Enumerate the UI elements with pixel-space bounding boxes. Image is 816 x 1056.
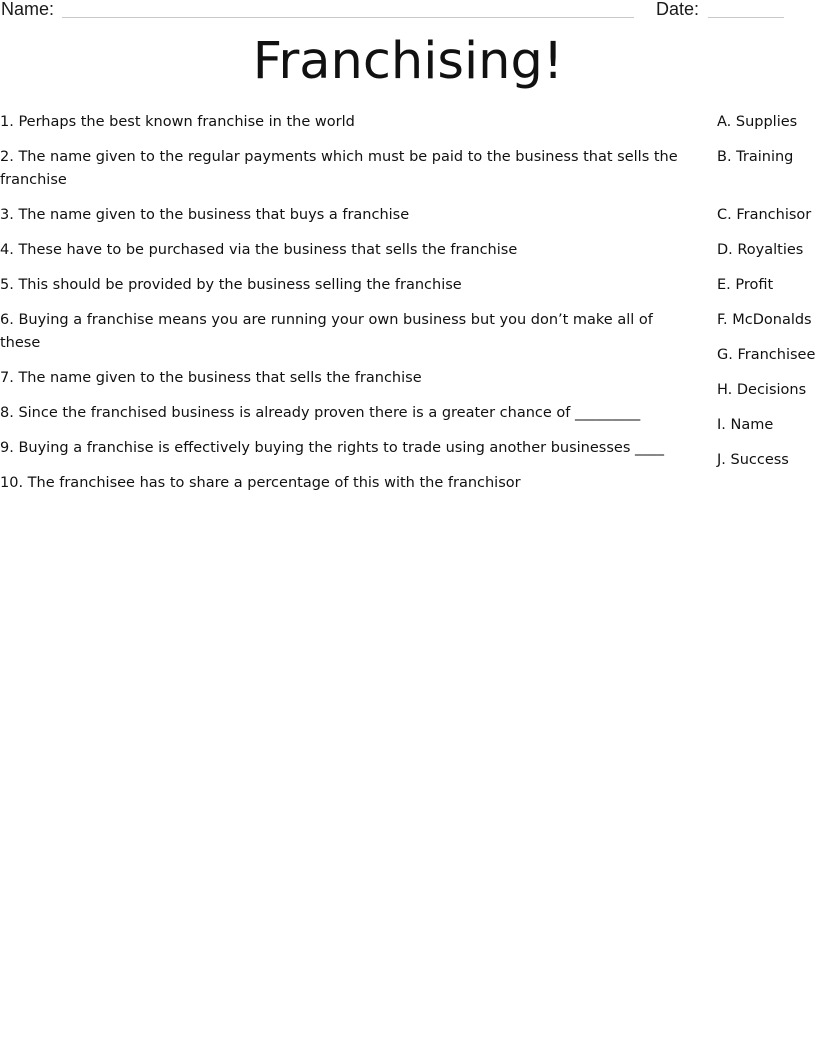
worksheet-header [0,0,816,22]
answer-item: F. McDonalds [717,312,812,328]
answer-item: E. Profit [717,277,774,293]
name-blank-line [62,17,634,18]
question-item: 8. Since the franchised business is already proven there is a greater chance of _________ [0,405,641,421]
question-list [0,111,700,507]
question-item: 6. Buying a franchise means you are running your own business but you don’t make all of these [0,312,653,351]
answer-item: G. Franchisee [717,347,816,363]
answer-item: D. Royalties [717,242,804,258]
question-item: 7. The name given to the business that sells the franchise [0,370,422,386]
answer-item: C. Franchisor [717,207,812,223]
answer-item: A. Supplies [717,114,798,130]
date-blank-line [708,17,784,18]
question-item: 4. These have to be purchased via the business that sells the franchise [0,242,518,258]
name-label: Name: [1,0,55,19]
worksheet-title: Franchising! [252,32,564,91]
answer-item: I. Name [717,417,774,433]
question-item: 3. The name given to the business that buys a franchise [0,207,410,223]
answer-item: B. Training [717,149,794,165]
question-item: 2. The name given to the regular payments which must be paid to the business that sells the franchise [0,149,678,188]
question-item: 10. The franchisee has to share a percentage of this with the franchisor [0,475,521,491]
question-item: 5. This should be provided by the business selling the franchise [0,277,462,293]
answer-list [717,111,816,484]
answer-item: H. Decisions [717,382,807,398]
question-item: 9. Buying a franchise is effectively buying the rights to trade using another businesses ____ [0,440,664,456]
answer-item: J. Success [717,452,789,468]
date-label: Date: [656,0,700,19]
question-item: 1. Perhaps the best known franchise in the world [0,114,355,130]
